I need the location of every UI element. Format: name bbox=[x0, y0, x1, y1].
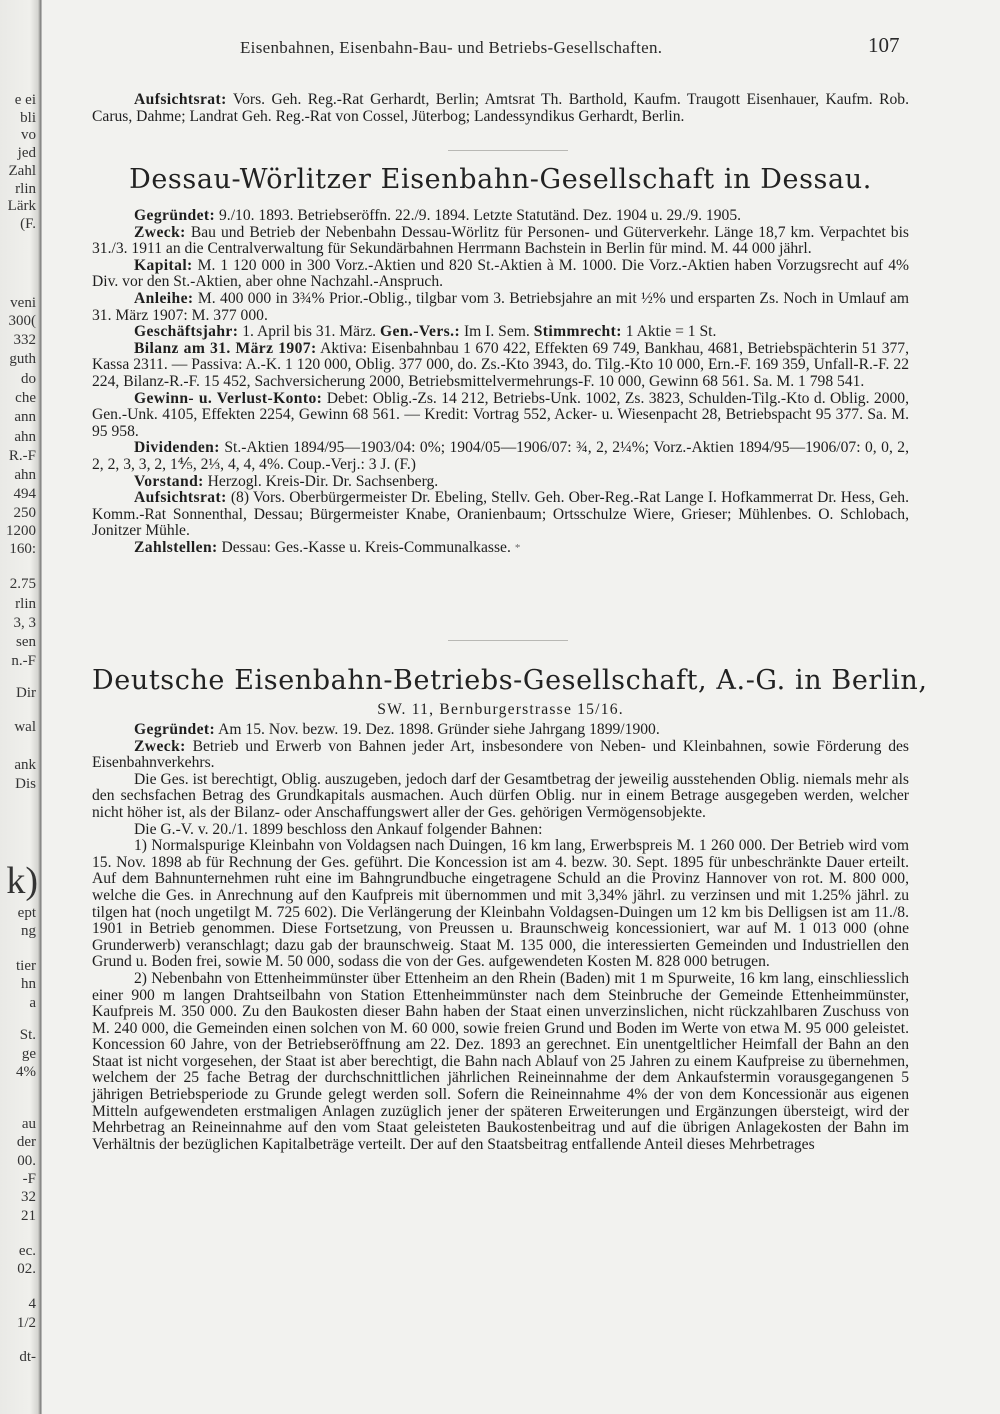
field-label-fiscal-year: Geschäftsjahr: bbox=[134, 323, 239, 341]
body-paragraph: 2) Nebenbahn von Ettenheimmünster über Ettenheim an den Rhein (Baden) mit 1 m Spurweite, 16 km lang, einschliesslich einer 900 m langen Drahtseilbahn von Station Ettenheimmünster nach dem Steinbruche der Gemeinde Ettenheimmünster, Kaufpreis M. 350 000. Zu den Baukosten dieser Bahn haben der Staat einen unverzinslichen, nicht rückzahlbaren Zuschuss von M. 240 000, die Gemeinden einen solchen von M. 60 000, sowie freien Grund und Boden im Werte von etwa M. 95 000 geleistet. Koncession 60 Jahre, von der Betriebseröffnung am 22. Dez. 1893 an gerechnet. Ein unentgeltlicher Heimfall der Bahn an den Staat ist nicht vorgesehen, der Staat ist aber berechtigt, die Bahn nach Ablauf von 25 Jahren zu einem Kaufpreise zu übernehmen, welchem der 25 fache Betrag der durchschnittlichen jährlichen Reineinnahme der dem Ankaufstermin vorausgegangenen 5 jährigen Betriebsperiode zu Grunde gelegt werden soll. Sofern die Reineinnahme 4% der von dem Koncessionär aus eigenen Mitteln aufgewendeten erstmaligen Anlagen zuzüglich jener der späteren Erweiterungen und Ergänzungen übersteigt, wird der Mehrbetrag an Reineinnahme auf den vom Staat geleisteten Baukostenbeitrag und auf die übrigen Anlagekosten der Bahn im Verhältnis der bezüglichen Kapitalbeträge verteilt. Der auf den Staatsbeitrag entfallende Anteil dieses Mehrbetrages bbox=[92, 969, 909, 1153]
section-divider bbox=[448, 640, 568, 641]
edge-fragment: 02. bbox=[17, 1261, 36, 1277]
edge-fragment: veni bbox=[10, 295, 36, 311]
edge-fragment: ge bbox=[21, 1046, 36, 1062]
edge-fragment: rlin bbox=[15, 596, 36, 612]
edge-fragment: k) bbox=[6, 860, 38, 902]
company-entry-dessau-woerlitz bbox=[92, 208, 909, 556]
edge-fragment: Zahl bbox=[8, 163, 36, 179]
edge-fragment: (F. bbox=[20, 216, 36, 232]
body-paragraph: Die G.-V. v. 20./1. 1899 beschloss den Ankauf folgender Bahnen: bbox=[134, 820, 543, 838]
edge-fragment: hn bbox=[21, 976, 36, 992]
edge-fragment: rlin bbox=[15, 181, 36, 197]
edge-fragment: che bbox=[15, 390, 36, 406]
field-label-purpose: Zweck: bbox=[134, 223, 186, 241]
field-label-voting-right: Stimmrecht: bbox=[533, 323, 622, 341]
edge-fragment: R.-F bbox=[8, 448, 36, 464]
field-label-founded: Gegründet: bbox=[134, 207, 216, 224]
edge-fragment: ng bbox=[21, 923, 36, 939]
footnote-mark: * bbox=[514, 541, 521, 554]
edge-fragment: vo bbox=[21, 127, 36, 143]
edge-fragment: guth bbox=[9, 351, 36, 367]
edge-fragment: Dis bbox=[15, 776, 36, 792]
edge-fragment: 160: bbox=[9, 541, 36, 557]
edge-fragment: Dir bbox=[16, 685, 36, 701]
field-text-voting-right: 1 Aktie = 1 St. bbox=[625, 323, 717, 341]
edge-fragment: ept bbox=[17, 905, 36, 921]
edge-fragment: ahn bbox=[14, 467, 36, 483]
field-text-general-meeting: Im I. Sem. bbox=[463, 323, 530, 341]
field-label-profit-loss: Gewinn- u. Verlust-Konto: bbox=[134, 389, 323, 407]
edge-fragment: wal bbox=[14, 719, 36, 735]
edge-fragment: der bbox=[16, 1134, 36, 1150]
edge-fragment: ann bbox=[14, 409, 36, 425]
field-text-capital: M. 1 120 000 in 300 Vorz.-Aktien und 820 St.-Aktien à M. 1000. Die Vorz.-Aktien haben Vorzugsrecht auf 4% Div. vor den St.-Aktien, aber ohne Nachzahl.-Anspruch. bbox=[92, 256, 909, 291]
field-text-founded: 9./10. 1893. Betriebseröffn. 22./9. 1894. Letzte Statutänd. Dez. 1904 u. 29./9. 1905. bbox=[219, 207, 742, 224]
edge-fragment: Lärk bbox=[7, 198, 36, 214]
body-paragraph: Die Ges. ist berechtigt, Oblig. auszugeben, jedoch darf der Gesamtbetrag der jeweilig ausstehenden Oblig. niemals mehr als den sechsfachen Betrag des Grundkapitals ausmachen. Auch dürfen Oblig. nur in einem Betrage ausgegeben werden, welcher nicht höher ist, als der Bilanz- oder Anschaffungswert aller der Ges. gehörigen Vermögensobjekte. bbox=[92, 770, 909, 821]
edge-fragment: dt- bbox=[19, 1349, 36, 1365]
field-text-fiscal-year: 1. April bis 31. März. bbox=[242, 323, 377, 341]
field-label: Aufsichtsrat: bbox=[134, 91, 227, 108]
edge-fragment: jed bbox=[17, 145, 36, 161]
edge-fragment: 00. bbox=[17, 1153, 36, 1169]
edge-fragment: 32 bbox=[21, 1189, 36, 1205]
edge-fragment: St. bbox=[19, 1027, 36, 1043]
section-divider bbox=[448, 150, 568, 151]
edge-fragment: ank bbox=[14, 757, 36, 773]
field-label-board: Vorstand: bbox=[134, 472, 204, 490]
field-text-founded: Am 15. Nov. bezw. 19. Dez. 1898. Gründer siehe Jahrgang 1899/1900. bbox=[218, 721, 660, 738]
edge-fragment: 4 bbox=[28, 1296, 36, 1312]
edge-fragment: a bbox=[29, 995, 36, 1011]
field-label-general-meeting: Gen.-Vers.: bbox=[380, 323, 461, 341]
edge-fragment: 21 bbox=[21, 1208, 36, 1224]
edge-fragment: -F bbox=[22, 1171, 36, 1187]
field-label-supervisory-board: Aufsichtsrat: bbox=[134, 489, 227, 507]
field-text-supervisory-board: (8) Vors. Oberbürgermeister Dr. Ebeling, Stellv. Geh. Ober-Reg.-Rat Lange I. Hofkammerrat Dr. Hess, Geh. Komm.-Rat Sonnenthal, Dessau; Bürgermeister Knabe, Oranienbaum; Ortsschulze Wiere, Grieser; Mühlenbes. O. Schlobach, Jonitzer Mühle. bbox=[92, 489, 909, 540]
edge-fragment: 494 bbox=[13, 486, 36, 502]
field-label-paying-agents: Zahlstellen: bbox=[134, 538, 218, 556]
field-label-purpose: Zweck: bbox=[134, 737, 186, 755]
edge-fragment: 1/2 bbox=[16, 1315, 36, 1331]
field-label-dividends: Dividenden: bbox=[134, 439, 220, 457]
running-header: Eisenbahnen, Eisenbahn-Bau- und Betriebs-Gesellschaften. bbox=[240, 38, 663, 57]
field-text-loan: M. 400 000 in 3¾% Prior.-Oblig., tilgbar vom 3. Betriebsjahre an mit ½% und ersparten Zs. Noch in Umlauf am 31. März 1907: M. 377 000. bbox=[92, 289, 910, 324]
edge-fragment: do bbox=[21, 371, 36, 387]
previous-entry-supervisory-board bbox=[92, 92, 909, 125]
edge-fragment: ec. bbox=[18, 1243, 36, 1259]
field-label-balance: Bilanz am 31. März 1907: bbox=[134, 339, 317, 357]
edge-fragment: 300( bbox=[8, 313, 36, 329]
edge-fragment: 4% bbox=[16, 1064, 36, 1080]
field-text-profit-loss: Debet: Oblig.-Zs. 14 212, Betriebs-Unk. 1002, Zs. 3823, Schulden-Tilg.-Kto d. Oblig. 2000, Gen.-Unk. 4105, Effekten 2254, Gewinn 68 561. — Kredit: Vortrag 552, Acker- u. Wiesenpacht 28, Betriebspacht 95 377. Sa. M. 95 958. bbox=[92, 389, 909, 440]
edge-fragment: e ei bbox=[14, 92, 36, 108]
page-number: 107 bbox=[868, 33, 900, 57]
edge-fragment: 3, 3 bbox=[13, 615, 36, 631]
edge-fragment: sen bbox=[16, 634, 36, 650]
company-address: SW. 11, Bernburgerstrasse 15/16. bbox=[377, 701, 624, 718]
edge-fragment: au bbox=[21, 1116, 36, 1132]
company-title-deutsche-eisenbahn-betriebs: Deutsche Eisenbahn-Betriebs-Gesellschaft, A.-G. in Berlin, bbox=[92, 665, 928, 696]
edge-fragment: 1200 bbox=[6, 523, 36, 539]
edge-fragment: tier bbox=[16, 958, 36, 974]
edge-fragment: 2.75 bbox=[9, 576, 36, 592]
field-text-balance: Aktiva: Eisenbahnbau 1 670 422, Effekten 69 749, Bankhau, 4681, Betriebspächterin 51 377, Kassa 2311. — Passiva: A.-K. 1 120 000, Oblig. 377 000, do. Zs.-Kto 3943, do. Tilg.-Kto 10 000, Ern.-F. 169 359, Unfall-R.-F. 22 224, Bilanz-R.-F. 15 452, Sachversicherung 2000, Betriebsmittelvermehrungs-F. 10 000, Gewinn 68 561. Sa. M. 1 798 541. bbox=[92, 339, 910, 390]
edge-fragment: 332 bbox=[13, 332, 36, 348]
company-entry-deutsche-eisenbahn-betriebs bbox=[92, 722, 909, 1153]
edge-fragment: bli bbox=[20, 110, 36, 126]
field-text-paying-agents: Dessau: Ges.-Kasse u. Kreis-Communalkasse. bbox=[221, 538, 511, 556]
field-text-dividends: St.-Aktien 1894/95—1903/04: 0%; 1904/05—1906/07: ¾, 2, 2¼%; Vorz.-Aktien 1894/95—1906/07: 0, 0, 2, 2, 2, 3, 3, 2, 1⅘, 2⅓, 4, 4, 4%. Coup.-Verj.: 3 J. (F.) bbox=[92, 439, 909, 473]
edge-fragment: ahn bbox=[14, 429, 36, 445]
field-label-capital: Kapital: bbox=[134, 256, 193, 274]
field-text-board: Herzogl. Kreis-Dir. Dr. Sachsenberg. bbox=[207, 472, 439, 490]
edge-fragment: 250 bbox=[13, 505, 36, 521]
field-label-loan: Anleihe: bbox=[134, 289, 194, 307]
edge-fragment: n.-F bbox=[11, 653, 36, 669]
field-label-founded: Gegründet: bbox=[134, 721, 216, 738]
field-text-purpose: Bau und Betrieb der Nebenbahn Dessau-Wörlitz für Personen- und Güterverkehr. Länge 18,7 km. Verpachtet bis 31./3. 1911 an die Centralverwaltung für Sekundärbahnen Herrmann Bachstein in Berlin für mind. M. 44 000 jährl. bbox=[92, 223, 909, 258]
field-text: Vors. Geh. Reg.-Rat Gerhardt, Berlin; Amtsrat Th. Barthold, Kaufm. Traugott Eisenhauer, Kaufm. Rob. Carus, Dahme; Landrat Geh. Reg.-Rat von Cossel, Jüterbog; Landessyndikus Gerhardt, Berlin. bbox=[92, 91, 909, 125]
field-text-purpose: Betrieb und Erwerb von Bahnen jeder Art, insbesondere von Neben- und Kleinbahnen, sowie Förderung des Eisenbahnverkehrs. bbox=[92, 737, 909, 772]
body-paragraph: 1) Normalspurige Kleinbahn von Voldagsen nach Duingen, 16 km lang, Erwerbspreis M. 1 260 000. Der Betrieb wird vom 15. Nov. 1898 ab für Rechnung der Ges. geführt. Die Koncession ist am 4. bezw. 30. Sept. 1895 für unbeschränkte Dauer erteilt. Auf dem Bahnunternehmen ruht eine im Bahngrundbuche eingetragene Schuld an die Provinz Hannover von rot. M. 800 000, welche die Ges. in Anrechnung auf den Kaufpreis mit übernommen und mit 3,34% jährl. zu verzinsen und mit 1.25% jährl. zu tilgen hat (noch ungetilgt M. 725 602). Die Verlängerung der Kleinbahn Voldagsen-Duingen um 12 km bis Delligsen ist am 11./8. 1901 in Betrieb genommen. Diese Fortsetzung, von Preussen u. Braunschweig koncessioniert, war auf M. 1 013 000 (ohne Grunderwerb) veranschlagt; dazu gab der braunschweig. Staat M. 135 000, die interessierten Gemeinden und Industriellen den Grund u. Boden frei, sowie M. 50 000, sodass die von der Ges. aufgewendeten Kosten M. 828 000 betrugen. bbox=[92, 837, 909, 971]
company-title-dessau-woerlitz: Dessau-Wörlitzer Eisenbahn-Gesellschaft in Dessau. bbox=[129, 164, 872, 195]
